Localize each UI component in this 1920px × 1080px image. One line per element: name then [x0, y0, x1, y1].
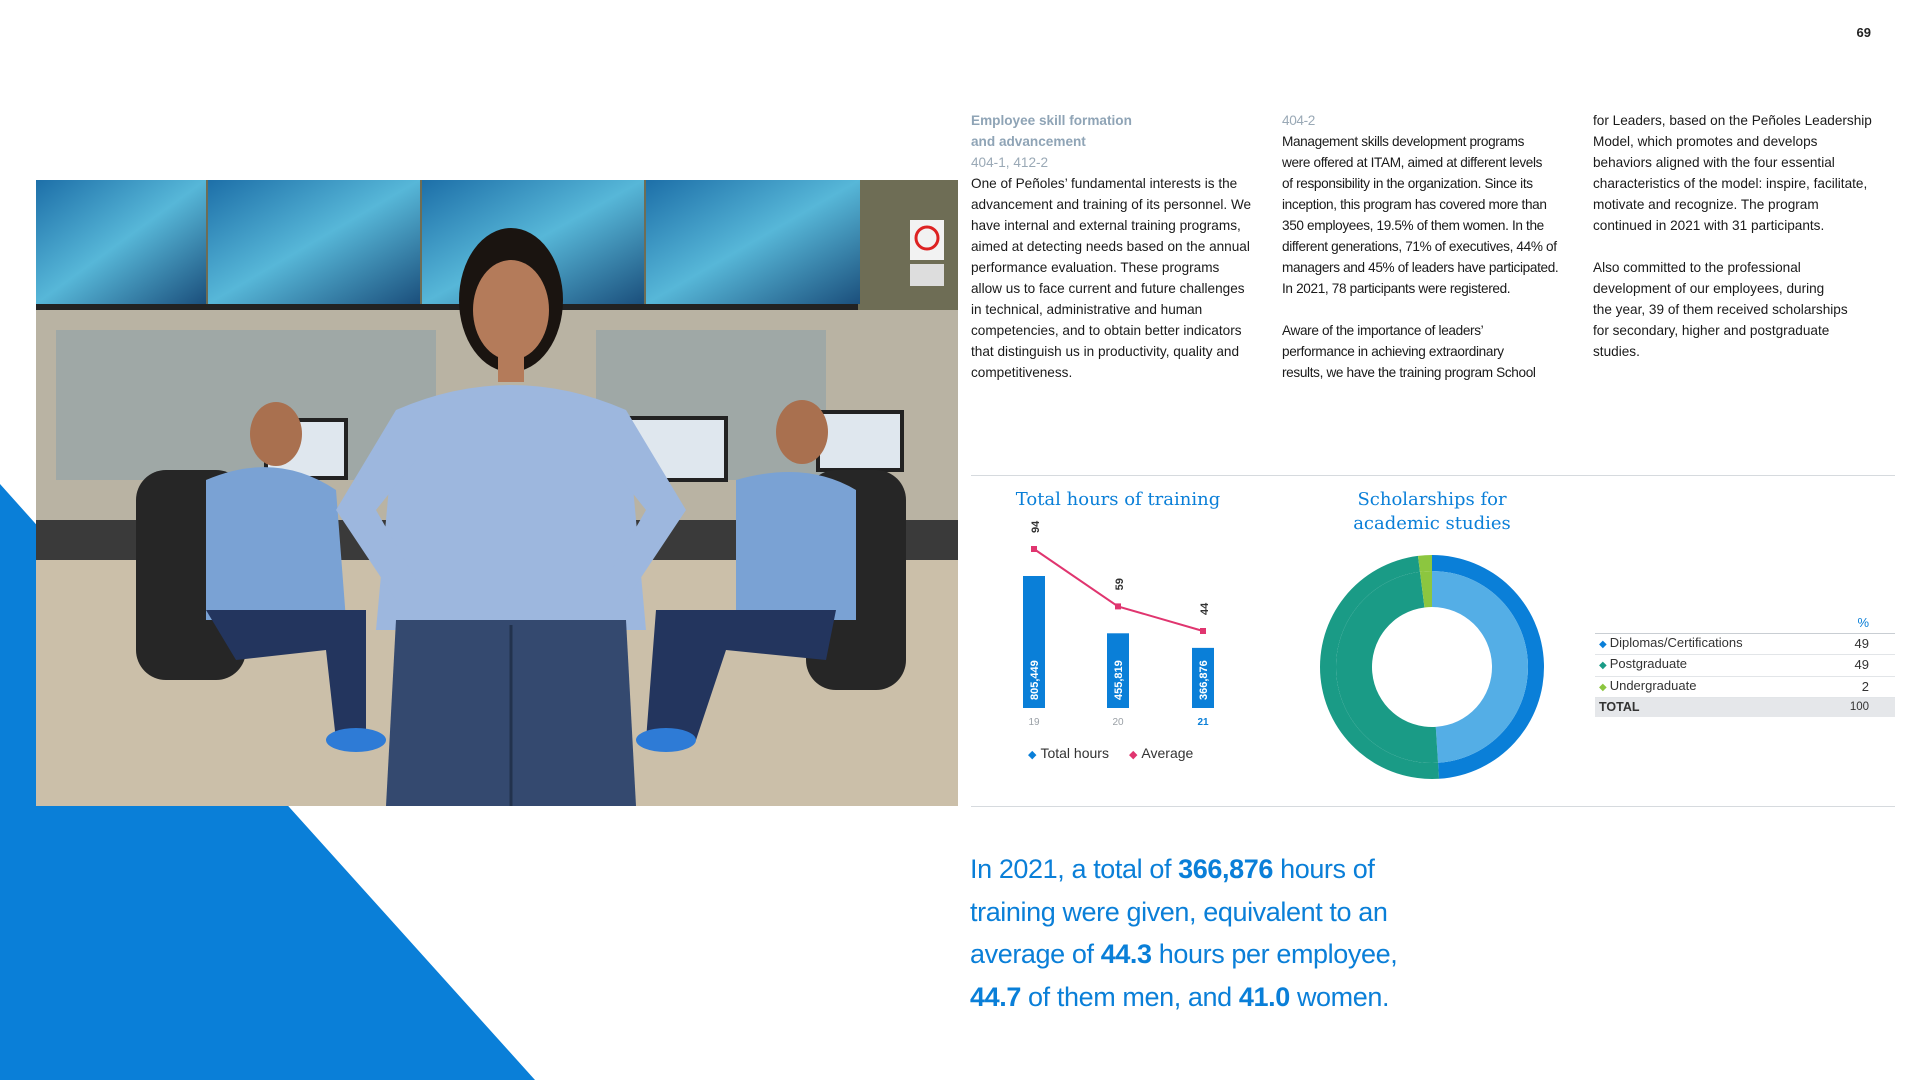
text-column-management-skills [1282, 110, 1584, 383]
legend-total-hours [1028, 745, 1109, 761]
text-line: competitiveness. [971, 365, 1073, 380]
scholarships-title-line2: academic studies [1353, 513, 1511, 534]
section-title-line2: and advancement [971, 134, 1086, 149]
average-value-label: 59 [1114, 578, 1126, 591]
text-line: the year, 39 of them received scholarships [1593, 302, 1848, 317]
total-value: 100 [1805, 698, 1895, 717]
row-value: 49 [1805, 633, 1895, 655]
highlight-line-1: In 2021, a total of 366,876 hours of [970, 854, 1375, 884]
text-line: for Leaders, based on the Peñoles Leadership [1593, 113, 1872, 128]
text-line: Aware of the importance of leaders’ [1282, 323, 1484, 338]
legend-average-label: Average [1141, 745, 1194, 761]
text-line: In 2021, 78 participants were registered. [1282, 281, 1511, 296]
text-line: advancement and training of its personnel. We [971, 197, 1252, 212]
text-line: Also committed to the professional [1593, 260, 1801, 275]
x-tick-label: 21 [1197, 717, 1209, 728]
text-line: results, we have the training program School [1282, 365, 1536, 380]
table-row [1595, 633, 1895, 655]
x-tick-label: 20 [1112, 717, 1124, 728]
highlight-line-3: average of 44.3 hours per employee, [970, 939, 1398, 969]
hours-chart-title: Total hours of training [1015, 489, 1221, 510]
highlight-women: 41.0 [1238, 981, 1290, 1012]
highlight-line-4: 44.7 of them men, and 41.0 women. [970, 981, 1390, 1012]
row-label: Undergraduate [1609, 677, 1697, 693]
highlight-average: 44.3 [1100, 939, 1152, 969]
diamond-icon: ◆ [1599, 681, 1607, 693]
page-number: 69 [1856, 25, 1871, 40]
legend-average [1129, 745, 1193, 761]
donut-outer-slice-3 [1418, 555, 1432, 572]
total-label: TOTAL [1595, 698, 1805, 717]
scholarships-table [1595, 614, 1895, 717]
text-line: inception, this program has covered more than [1282, 197, 1547, 212]
diamond-icon: ◆ [1128, 749, 1138, 761]
text-line: 350 employees, 19.5% of them women. In the [1282, 218, 1544, 233]
text-line: performance in achieving extraordinary [1282, 344, 1504, 359]
highlight-line-2: training were given, equivalent to an [970, 896, 1388, 927]
table-total-row [1595, 698, 1895, 717]
divider-bottom [971, 806, 1895, 807]
average-point-20 [1115, 603, 1121, 609]
bar-value-label: 805,449 [1029, 660, 1041, 700]
text-line: performance evaluation. These programs [971, 260, 1220, 275]
photo-workers-control-room [36, 180, 958, 806]
row-label: Postgraduate [1609, 656, 1688, 671]
divider-top [971, 475, 1895, 476]
text-line: competencies, and to obtain better indicators [971, 323, 1242, 338]
hours-chart-legend [1028, 745, 1193, 761]
bar-value-label: 455,819 [1113, 660, 1125, 700]
text-line: aimed at detecting needs based on the annual [971, 239, 1250, 254]
text-column-leaders [1593, 110, 1898, 362]
diamond-icon: ◆ [1028, 749, 1037, 761]
average-value-label: 94 [1030, 520, 1042, 533]
text-line: of responsibility in the organization. Since its [1282, 176, 1533, 191]
average-value-label: 44 [1199, 602, 1211, 615]
text-line: have internal and external training programs, [971, 218, 1241, 233]
highlight-statement [970, 848, 1510, 1018]
text-line: One of Peñoles’ fundamental interests is the [971, 176, 1238, 191]
x-tick-label: 19 [1028, 717, 1040, 728]
scholarships-title-line1: Scholarships for [1357, 489, 1507, 510]
highlight-men: 44.7 [970, 981, 1021, 1012]
hours-chart [1000, 505, 1240, 735]
text-line: in technical, administrative and human [971, 302, 1203, 317]
scholarships-title [1312, 488, 1552, 536]
text-line: behaviors aligned with the four essential [1593, 155, 1835, 170]
text-line: characteristics of the model: inspire, facilitate, [1593, 176, 1868, 191]
row-value: 49 [1805, 655, 1895, 677]
diamond-icon: ◆ [1599, 660, 1607, 671]
bar-value-label: 366,876 [1198, 660, 1210, 700]
gri-reference: 404-2 [1282, 113, 1316, 128]
scholarships-donut-chart [1312, 552, 1552, 782]
text-line: motivate and recognize. The program [1593, 197, 1819, 212]
text-line: were offered at ITAM, aimed at different levels [1282, 155, 1543, 170]
text-line: Management skills development programs [1282, 134, 1525, 149]
text-line: different generations, 71% of executives, 44% of [1282, 239, 1557, 254]
text-line: allow us to face current and future challenges [971, 281, 1245, 296]
text-line: that distinguish us in productivity, quality and [971, 344, 1239, 359]
text-line: development of our employees, during [1593, 281, 1825, 296]
average-point-19 [1031, 546, 1037, 552]
highlight-total-hours: 366,876 [1178, 854, 1273, 884]
row-label: Diplomas/Certifications [1609, 634, 1743, 650]
percent-header: % [1805, 614, 1895, 633]
table-row [1595, 655, 1895, 677]
text-line: for secondary, higher and postgraduate [1593, 323, 1830, 338]
table-row [1595, 676, 1895, 698]
text-line: studies. [1593, 344, 1640, 359]
text-column-skill-formation [971, 110, 1273, 383]
table-header-row [1595, 614, 1895, 633]
average-point-21 [1200, 628, 1206, 634]
diamond-icon: ◆ [1599, 638, 1607, 650]
row-value: 2 [1805, 676, 1895, 698]
text-line: managers and 45% of leaders have participated. [1282, 260, 1559, 275]
text-line: Model, which promotes and develops [1593, 134, 1818, 149]
legend-total-label: Total hours [1040, 745, 1109, 761]
gri-reference: 404-1, 412-2 [971, 155, 1049, 170]
section-title: Employee skill formation [971, 113, 1132, 128]
text-line: continued in 2021 with 31 participants. [1593, 218, 1825, 233]
